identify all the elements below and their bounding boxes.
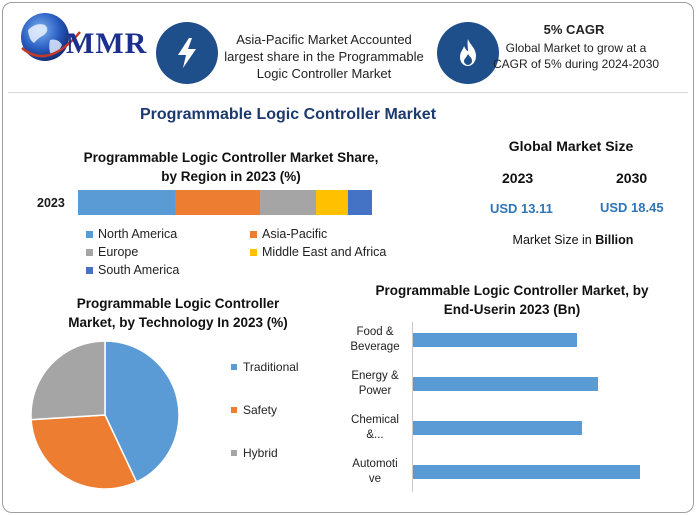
enduser-chart-title: Programmable Logic Controller Market, by End-Userin 2023 (Bn)	[375, 283, 649, 317]
market-size-value-b: USD 18.45	[600, 200, 664, 215]
region-segment-south-america	[348, 190, 372, 215]
enduser-category-label	[343, 369, 407, 399]
region-legend-item	[86, 227, 177, 241]
market-size-year-b: 2030	[616, 170, 648, 186]
legend-label: Hybrid	[243, 446, 278, 460]
legend-swatch	[231, 450, 237, 456]
flame-icon	[455, 38, 481, 68]
region-segment-north-america	[78, 190, 175, 215]
logo-text: MMR	[66, 27, 148, 60]
legend-swatch	[250, 249, 257, 256]
market-size-note-prefix: Market Size in	[512, 233, 592, 247]
enduser-bar	[413, 421, 582, 435]
lightning-bolt-icon	[175, 37, 199, 69]
region-segment-europe	[260, 190, 316, 215]
enduser-category-label-line: &...	[366, 429, 384, 441]
legend-swatch	[86, 249, 93, 256]
enduser-category-label-line: ve	[368, 473, 382, 485]
legend-label: Asia-Pacific	[262, 227, 328, 241]
info2-icon-circle	[437, 22, 499, 84]
enduser-bar	[413, 377, 598, 391]
market-size-note	[498, 233, 648, 247]
legend-swatch	[231, 364, 237, 370]
enduser-category-label-line: Food &	[356, 326, 394, 338]
technology-legend-item	[231, 446, 278, 460]
region-segment-asia-pacific	[175, 190, 260, 215]
market-size-year-a: 2023	[502, 170, 534, 186]
market-size-title: Global Market Size	[508, 138, 634, 154]
header-band	[3, 3, 693, 93]
enduser-category-label	[343, 413, 407, 443]
legend-label: Traditional	[243, 360, 299, 374]
enduser-category-label-line: Beverage	[350, 341, 400, 353]
header-divider	[8, 92, 688, 93]
enduser-bar	[413, 333, 577, 347]
enduser-category-label-line: Energy &	[351, 370, 399, 382]
info1-text: Asia-Pacific Market Accounted largest share in the Programmable Logic Controller Market	[224, 32, 424, 81]
region-segment-middle-east-and-africa	[316, 190, 348, 215]
pie-slice-hybrid	[31, 341, 105, 420]
legend-label: Middle East and Africa	[262, 245, 387, 259]
enduser-category-label	[343, 325, 407, 355]
region-legend-item	[250, 227, 327, 241]
legend-label: Safety	[243, 403, 278, 417]
cagr-title: 5% CAGR	[543, 22, 605, 37]
region-chart-title: Programmable Logic Controller Market Share, by Region in 2023 (%)	[83, 150, 379, 184]
enduser-bar	[413, 465, 640, 479]
technology-chart-title: Programmable Logic Controller Market, by Technology In 2023 (%)	[68, 296, 288, 330]
region-bar-category: 2023	[37, 196, 65, 210]
legend-swatch	[86, 267, 93, 274]
enduser-category-label-line: Automoti	[352, 458, 398, 470]
market-size-value-a: USD 13.11	[490, 201, 553, 216]
legend-swatch	[250, 231, 257, 238]
region-legend-item	[86, 245, 138, 259]
enduser-category-label-line: Power	[358, 385, 392, 397]
region-legend-item	[86, 263, 179, 277]
technology-legend-item	[231, 403, 277, 417]
info1-icon-circle	[156, 22, 218, 84]
legend-label: North America	[98, 227, 178, 241]
legend-label: Europe	[98, 245, 139, 259]
legend-label: South America	[98, 263, 180, 277]
market-size-note-unit: Billion	[595, 233, 634, 247]
legend-swatch	[86, 231, 93, 238]
legend-swatch	[231, 407, 237, 413]
cagr-text: Global Market to grow at a CAGR of 5% during 2024-2030	[492, 41, 660, 71]
main-title: Programmable Logic Controller Market	[139, 106, 437, 123]
technology-pie-chart	[25, 335, 185, 495]
enduser-axis-line	[412, 322, 413, 492]
technology-legend-item	[231, 360, 299, 374]
enduser-category-label	[343, 457, 407, 487]
region-legend-item	[250, 245, 386, 259]
region-stacked-bar	[78, 190, 372, 215]
enduser-category-label-line: Chemical	[351, 414, 399, 426]
